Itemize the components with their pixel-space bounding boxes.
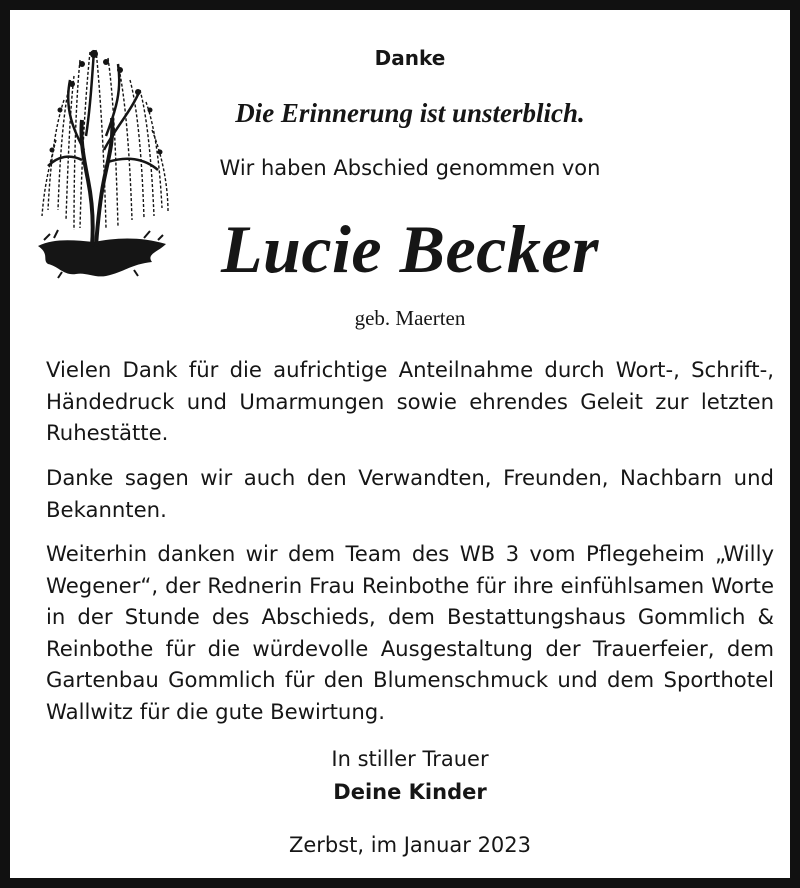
signature-lead: In stiller Trauer [331, 747, 489, 771]
weeping-willow-icon [34, 40, 174, 288]
header-title: Danke [374, 46, 446, 70]
motto: Die Erinnerung ist unsterblich. [235, 98, 585, 128]
thanks-paragraph: Vielen Dank für die aufrichtige Anteilnahme durch Wort-, Schrift-, Händedruck und Umarmungen sowie ehrendes Geleit zur letzten Ruhestätte. [46, 357, 774, 445]
place-date: Zerbst, im Januar 2023 [288, 833, 532, 857]
signature-name: Deine Kinder [333, 780, 487, 804]
deceased-name: Lucie Becker [221, 211, 599, 287]
birth-name: geb. Maerten [354, 306, 466, 330]
relatives-paragraph: Danke sagen wir auch den Verwandten, Freunden, Nachbarn und Bekannten. [46, 465, 774, 522]
team-paragraph: Weiterhin danken wir dem Team des WB 3 vom Pflegeheim „Willy Wegener“, der Rednerin Frau Reinbothe für ihre einfühlsamen Worte in der Stunde des Abschieds, dem Bestattungshaus Gommlich & Reinbothe für die würdevolle Ausgestaltung der Trauerfeier, dem Gartenbau Gommlich für den Blumenschmuck und dem Sporthotel Wallwitz für die gute Bewirtung. [46, 541, 774, 724]
intro-line: Wir haben Abschied genommen von [219, 156, 601, 180]
